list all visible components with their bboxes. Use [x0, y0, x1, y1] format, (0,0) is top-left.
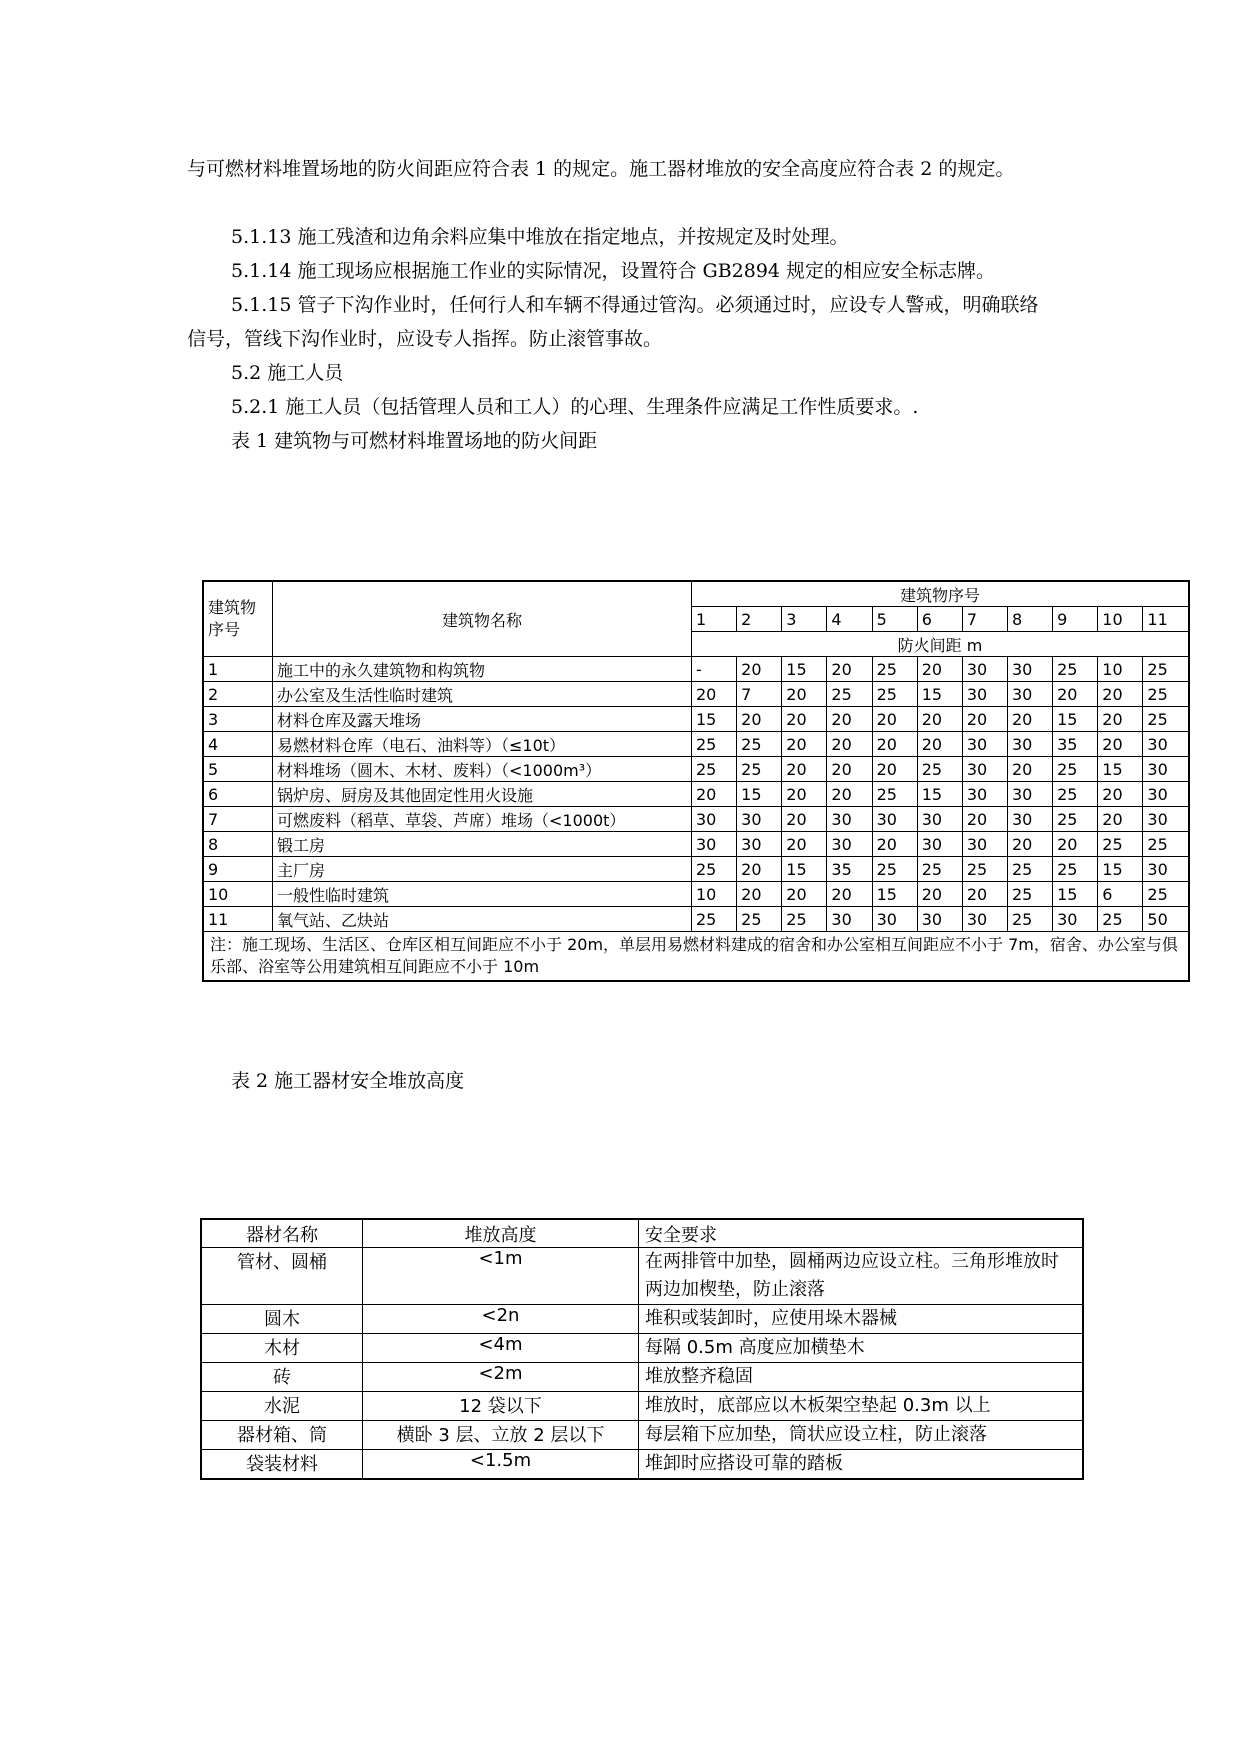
distance-cell: 20	[827, 782, 872, 807]
distance-cell: 30	[827, 907, 872, 932]
row-number: 10	[203, 882, 273, 907]
distance-cell: 15	[737, 782, 782, 807]
distance-cell: 25	[1053, 657, 1098, 682]
table1-caption: 表 1 建筑物与可燃材料堆置场地的防火间距	[231, 430, 598, 452]
table-row	[201, 1363, 1083, 1392]
distance-cell: 15	[1053, 882, 1098, 907]
material-name: 水泥	[201, 1392, 363, 1421]
distance-cell: -	[692, 657, 737, 682]
stack-height: 12 袋以下	[363, 1392, 639, 1421]
distance-cell: 10	[1098, 657, 1143, 682]
distance-cell: 25	[692, 857, 737, 882]
distance-cell: 25	[1053, 757, 1098, 782]
building-name: 氧气站、乙炔站	[273, 907, 692, 932]
distance-cell: 25	[1098, 907, 1143, 932]
material-name: 器材箱、筒	[201, 1421, 363, 1450]
distance-cell: 20	[737, 857, 782, 882]
header-col-7: 7	[962, 607, 1007, 632]
building-name: 锅炉房、厨房及其他固定性用火设施	[273, 782, 692, 807]
distance-cell: 20	[782, 682, 827, 707]
building-name: 办公室及生活性临时建筑	[273, 682, 692, 707]
material-name: 圆木	[201, 1305, 363, 1334]
distance-cell: 30	[917, 832, 962, 857]
distance-cell: 25	[917, 857, 962, 882]
distance-cell: 20	[1098, 807, 1143, 832]
distance-cell: 20	[782, 757, 827, 782]
header-col-10: 10	[1098, 607, 1143, 632]
table-row	[201, 1248, 1083, 1305]
distance-cell: 30	[1143, 732, 1189, 757]
table-row	[201, 1421, 1083, 1450]
distance-cell: 30	[917, 907, 962, 932]
distance-cell: 35	[827, 857, 872, 882]
distance-cell: 25	[1053, 807, 1098, 832]
distance-cell: 20	[872, 707, 917, 732]
distance-cell: 20	[827, 732, 872, 757]
distance-cell: 20	[827, 882, 872, 907]
distance-cell: 30	[692, 807, 737, 832]
table-row	[201, 1450, 1083, 1480]
header-requirement: 安全要求	[639, 1219, 1084, 1248]
distance-cell: 20	[827, 757, 872, 782]
distance-cell: 20	[1053, 832, 1098, 857]
header-seq-cell: 建筑物序号	[203, 581, 273, 657]
distance-cell: 30	[692, 832, 737, 857]
distance-cell: 20	[872, 732, 917, 757]
table-row	[203, 732, 1189, 757]
table-row	[203, 707, 1189, 732]
distance-cell: 30	[962, 682, 1007, 707]
header-col-9: 9	[1053, 607, 1098, 632]
distance-cell: 30	[962, 732, 1007, 757]
distance-cell: 20	[782, 882, 827, 907]
row-number: 7	[203, 807, 273, 832]
building-name: 可燃废料（稻草、草袋、芦席）堆场（<1000t）	[273, 807, 692, 832]
table-row	[201, 1305, 1083, 1334]
paragraph-continuation: 与可燃材料堆置场地的防火间距应符合表 1 的规定。施工器材堆放的安全高度应符合表 2 的规定。	[187, 158, 1015, 180]
distance-cell: 25	[872, 782, 917, 807]
distance-cell: 20	[962, 807, 1007, 832]
distance-cell: 20	[872, 832, 917, 857]
stack-height: <1m	[363, 1248, 639, 1305]
distance-cell: 20	[737, 707, 782, 732]
row-number: 5	[203, 757, 273, 782]
distance-cell: 25	[782, 907, 827, 932]
distance-cell: 30	[1143, 807, 1189, 832]
distance-cell: 30	[962, 832, 1007, 857]
distance-cell: 50	[1143, 907, 1189, 932]
distance-cell: 20	[962, 882, 1007, 907]
safety-requirement: 堆放时，底部应以木板架空垫起 0.3m 以上	[639, 1392, 1084, 1421]
distance-cell: 25	[1143, 707, 1189, 732]
distance-cell: 20	[737, 882, 782, 907]
safety-requirement: 在两排管中加垫，圆桶两边应设立柱。三角形堆放时两边加楔垫，防止滚落	[639, 1248, 1084, 1305]
stack-height: <1.5m	[363, 1450, 639, 1480]
distance-cell: 25	[1053, 857, 1098, 882]
distance-cell: 20	[782, 832, 827, 857]
header-material: 器材名称	[201, 1219, 363, 1248]
distance-cell: 30	[962, 657, 1007, 682]
distance-cell: 25	[1143, 682, 1189, 707]
distance-cell: 30	[872, 907, 917, 932]
header-col-2: 2	[737, 607, 782, 632]
safety-requirement: 堆放整齐稳固	[639, 1363, 1084, 1392]
table-row	[201, 1392, 1083, 1421]
distance-cell: 20	[1053, 682, 1098, 707]
row-number: 8	[203, 832, 273, 857]
distance-cell: 15	[1098, 757, 1143, 782]
header-col-1: 1	[692, 607, 737, 632]
header-col-8: 8	[1007, 607, 1052, 632]
table-note: 注：施工现场、生活区、仓库区相互间距应不小于 20m，单层用易燃材料建成的宿舍和办公室相互间距应不小于 7m，宿舍、办公室与俱乐部、浴室等公用建筑相互间距应不小于 10m	[203, 932, 1189, 982]
distance-cell: 20	[917, 882, 962, 907]
header-group-cell: 建筑物序号	[692, 581, 1190, 607]
header-height: 堆放高度	[363, 1219, 639, 1248]
distance-cell: 20	[692, 682, 737, 707]
distance-cell: 25	[1098, 832, 1143, 857]
header-col-4: 4	[827, 607, 872, 632]
distance-cell: 25	[1143, 832, 1189, 857]
distance-cell: 20	[962, 707, 1007, 732]
safety-requirement: 堆积或装卸时，应使用垛木器械	[639, 1305, 1084, 1334]
distance-cell: 15	[782, 857, 827, 882]
distance-cell: 20	[1007, 707, 1052, 732]
row-number: 4	[203, 732, 273, 757]
distance-cell: 20	[782, 707, 827, 732]
building-name: 主厂房	[273, 857, 692, 882]
distance-cell: 20	[1098, 732, 1143, 757]
table-row	[203, 807, 1189, 832]
distance-cell: 20	[782, 732, 827, 757]
safety-requirement: 堆卸时应搭设可靠的踏板	[639, 1450, 1084, 1480]
distance-cell: 15	[782, 657, 827, 682]
distance-cell: 30	[737, 807, 782, 832]
building-name: 一般性临时建筑	[273, 882, 692, 907]
header-sub-cell: 防火间距 m	[692, 632, 1190, 657]
distance-cell: 25	[1007, 857, 1052, 882]
distance-cell: 30	[1143, 857, 1189, 882]
distance-cell: 20	[692, 782, 737, 807]
table2-caption: 表 2 施工器材安全堆放高度	[231, 1070, 465, 1092]
paragraph-5-1-15: 5.1.15 管子下沟作业时，任何行人和车辆不得通过管沟。必须通过时，应设专人警戒，明确联络信号，管线下沟作业时，应设专人指挥。防止滚管事故。	[187, 294, 1039, 350]
distance-cell: 20	[872, 757, 917, 782]
stack-height: <2m	[363, 1363, 639, 1392]
distance-cell: 25	[737, 907, 782, 932]
distance-cell: 20	[1007, 832, 1052, 857]
material-name: 砖	[201, 1363, 363, 1392]
distance-cell: 20	[1098, 782, 1143, 807]
header-col-5: 5	[872, 607, 917, 632]
distance-cell: 20	[827, 707, 872, 732]
distance-cell: 20	[827, 657, 872, 682]
header-col-6: 6	[917, 607, 962, 632]
table-header-row	[201, 1219, 1083, 1248]
distance-cell: 30	[1143, 757, 1189, 782]
table-row	[203, 757, 1189, 782]
building-name: 施工中的永久建筑物和构筑物	[273, 657, 692, 682]
distance-cell: 15	[692, 707, 737, 732]
distance-cell: 25	[827, 682, 872, 707]
distance-cell: 25	[692, 757, 737, 782]
stack-height: 横卧 3 层、立放 2 层以下	[363, 1421, 639, 1450]
distance-cell: 20	[917, 707, 962, 732]
distance-cell: 25	[1143, 882, 1189, 907]
distance-cell: 30	[917, 807, 962, 832]
row-number: 3	[203, 707, 273, 732]
distance-cell: 30	[1007, 782, 1052, 807]
distance-cell: 20	[782, 782, 827, 807]
distance-cell: 25	[692, 732, 737, 757]
distance-cell: 15	[917, 682, 962, 707]
building-name: 材料堆场（圆木、木材、废料）（<1000m³）	[273, 757, 692, 782]
table-row	[203, 907, 1189, 932]
material-name: 木材	[201, 1334, 363, 1363]
row-number: 11	[203, 907, 273, 932]
distance-cell: 30	[1007, 657, 1052, 682]
distance-cell: 25	[872, 857, 917, 882]
distance-cell: 15	[1098, 857, 1143, 882]
table-row	[203, 657, 1189, 682]
distance-cell: 15	[872, 882, 917, 907]
row-number: 9	[203, 857, 273, 882]
header-col-11: 11	[1143, 607, 1189, 632]
row-number: 1	[203, 657, 273, 682]
distance-cell: 30	[827, 807, 872, 832]
stacking-height-table	[200, 1218, 1084, 1480]
row-number: 6	[203, 782, 273, 807]
distance-cell: 25	[737, 732, 782, 757]
table-note-row	[203, 932, 1189, 982]
fire-distance-table	[202, 580, 1190, 982]
distance-cell: 25	[872, 682, 917, 707]
distance-cell: 30	[1007, 682, 1052, 707]
table-row	[201, 1334, 1083, 1363]
distance-cell: 25	[1053, 782, 1098, 807]
distance-cell: 30	[962, 757, 1007, 782]
distance-cell: 25	[962, 857, 1007, 882]
distance-cell: 25	[1143, 657, 1189, 682]
distance-cell: 30	[1007, 732, 1052, 757]
distance-cell: 25	[1007, 907, 1052, 932]
distance-cell: 30	[962, 782, 1007, 807]
distance-cell: 30	[962, 907, 1007, 932]
material-name: 管材、圆桶	[201, 1248, 363, 1305]
distance-cell: 35	[1053, 732, 1098, 757]
distance-cell: 20	[917, 657, 962, 682]
distance-cell: 20	[1098, 682, 1143, 707]
distance-cell: 20	[782, 807, 827, 832]
building-name: 易燃材料仓库（电石、油料等）（≤10t）	[273, 732, 692, 757]
paragraph-5-2-1: 5.2.1 施工人员（包括管理人员和工人）的心理、生理条件应满足工作性质要求。.	[231, 396, 919, 418]
distance-cell: 20	[917, 732, 962, 757]
stack-height: <2n	[363, 1305, 639, 1334]
row-number: 2	[203, 682, 273, 707]
distance-cell: 25	[737, 757, 782, 782]
distance-cell: 20	[1098, 707, 1143, 732]
distance-cell: 10	[692, 882, 737, 907]
distance-cell: 7	[737, 682, 782, 707]
distance-cell: 30	[1007, 807, 1052, 832]
distance-cell: 30	[872, 807, 917, 832]
stack-height: <4m	[363, 1334, 639, 1363]
distance-cell: 6	[1098, 882, 1143, 907]
distance-cell: 25	[1007, 882, 1052, 907]
safety-requirement: 每隔 0.5m 高度应加横垫木	[639, 1334, 1084, 1363]
distance-cell: 30	[827, 832, 872, 857]
section-heading-5-2: 5.2 施工人员	[231, 362, 344, 384]
table-row	[203, 682, 1189, 707]
table-row	[203, 882, 1189, 907]
table-row	[203, 782, 1189, 807]
table-row	[203, 857, 1189, 882]
distance-cell: 25	[692, 907, 737, 932]
distance-cell: 25	[872, 657, 917, 682]
material-name: 袋装材料	[201, 1450, 363, 1480]
header-col-3: 3	[782, 607, 827, 632]
paragraph-5-1-13: 5.1.13 施工残渣和边角余料应集中堆放在指定地点，并按规定及时处理。	[231, 226, 849, 248]
distance-cell: 30	[737, 832, 782, 857]
table-row	[203, 832, 1189, 857]
safety-requirement: 每层箱下应加垫，筒状应设立柱，防止滚落	[639, 1421, 1084, 1450]
paragraph-5-1-14: 5.1.14 施工现场应根据施工作业的实际情况，设置符合 GB2894 规定的相应安全标志牌。	[231, 260, 996, 282]
building-name: 材料仓库及露天堆场	[273, 707, 692, 732]
table-header-row	[203, 581, 1189, 607]
distance-cell: 30	[1053, 907, 1098, 932]
distance-cell: 30	[1143, 782, 1189, 807]
distance-cell: 15	[917, 782, 962, 807]
header-name-cell: 建筑物名称	[273, 581, 692, 657]
distance-cell: 15	[1053, 707, 1098, 732]
distance-cell: 25	[917, 757, 962, 782]
distance-cell: 20	[737, 657, 782, 682]
building-name: 锻工房	[273, 832, 692, 857]
distance-cell: 20	[1007, 757, 1052, 782]
